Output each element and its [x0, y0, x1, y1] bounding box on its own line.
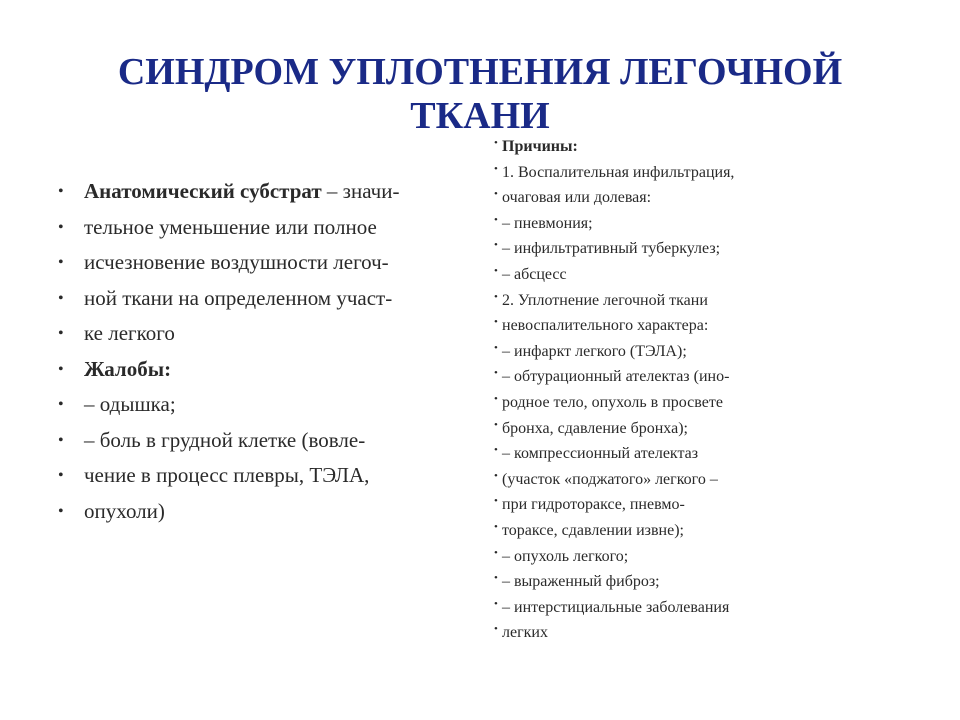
substrate-heading: Анатомический субстрат	[84, 179, 322, 203]
cause-text: – инфильтративный туберкулез;	[502, 240, 721, 258]
list-item	[58, 387, 478, 423]
bullet-icon: •	[494, 597, 498, 610]
cause-text: – обтурационный ателектаз (ино-	[502, 368, 730, 386]
bullet-icon: •	[58, 360, 64, 378]
slide-title	[60, 50, 900, 138]
list-item	[494, 467, 944, 493]
list-item	[494, 185, 944, 211]
left-text: ной ткани на определенном участ-	[84, 285, 393, 310]
list-item	[494, 518, 944, 544]
bullet-icon: •	[58, 431, 64, 449]
cause-text: – интерстициальные заболевания	[502, 598, 730, 616]
cause-text: – выраженный фиброз;	[502, 573, 660, 591]
list-item	[494, 262, 944, 288]
list-item	[58, 245, 478, 281]
bullet-icon: •	[494, 495, 498, 508]
cause-text: 2. Уплотнение легочной ткани	[502, 291, 708, 309]
bullet-icon: •	[494, 469, 498, 482]
left-text: чение в процесс плевры, ТЭЛА,	[84, 463, 370, 487]
right-causes-list	[494, 134, 944, 646]
cause-text: – инфаркт легкого (ТЭЛА);	[502, 342, 687, 360]
bullet-icon: •	[58, 467, 64, 484]
bullet-icon: •	[58, 396, 64, 413]
list-item	[58, 281, 478, 317]
list-item	[494, 569, 944, 595]
bullet-icon: •	[494, 316, 498, 329]
list-item	[494, 236, 944, 262]
list-item	[494, 544, 944, 570]
list-item	[494, 492, 944, 518]
causes-heading: Причины:	[502, 138, 578, 155]
bullet-icon: •	[494, 264, 498, 277]
bullet-icon: •	[494, 188, 498, 201]
bullet-icon: •	[494, 444, 498, 457]
bullet-icon: •	[494, 546, 498, 559]
list-item	[494, 211, 944, 237]
left-text: – одышка;	[84, 392, 176, 416]
list-item	[494, 620, 944, 646]
cause-text: очаговая или долевая:	[502, 189, 652, 207]
list-item	[494, 364, 944, 390]
cause-text: – пневмония;	[502, 214, 593, 232]
left-bullet-list	[58, 174, 478, 529]
bullet-icon: •	[58, 254, 64, 271]
list-item	[58, 316, 478, 352]
list-item	[58, 494, 478, 530]
cause-text: родное тело, опухоль в просвете	[502, 393, 723, 411]
bullet-icon: •	[494, 213, 498, 226]
left-text: – боль в грудной клетке (вовле-	[84, 427, 366, 452]
list-item	[58, 458, 478, 494]
complaints-heading: Жалобы:	[84, 356, 172, 381]
cause-text: – опухоль легкого;	[502, 547, 629, 565]
title-line-2: ТКАНИ	[410, 95, 550, 137]
bullet-icon: •	[494, 162, 498, 175]
cause-text: (участок «поджатого» легкого –	[502, 470, 718, 488]
list-item	[494, 288, 944, 314]
bullet-icon: •	[494, 137, 498, 149]
list-item	[494, 313, 944, 339]
left-text: ке легкого	[84, 321, 175, 345]
list-item	[58, 210, 478, 246]
list-item	[494, 441, 944, 467]
bullet-icon: •	[58, 218, 64, 236]
cause-text: – абсцесс	[502, 265, 567, 283]
list-item	[494, 595, 944, 621]
bullet-icon: •	[58, 502, 64, 520]
bullet-icon: •	[494, 367, 498, 380]
cause-text: легких	[502, 624, 548, 642]
list-item	[494, 339, 944, 365]
title-line-1: СИНДРОМ УПЛОТНЕНИЯ ЛЕГОЧНОЙ	[117, 51, 843, 93]
left-text: исчезновение воздушности легоч-	[84, 250, 389, 274]
cause-text: 1. Воспалительная инфильтрация,	[502, 163, 735, 181]
list-item	[494, 390, 944, 416]
bullet-icon: •	[494, 239, 498, 252]
cause-text: при гидротораксе, пневмо-	[502, 496, 685, 514]
left-text: опухоли)	[84, 498, 165, 523]
list-item	[494, 134, 944, 160]
cause-text: тораксе, сдавлении извне);	[502, 521, 684, 539]
bullet-icon: •	[58, 183, 64, 200]
bullet-icon: •	[494, 341, 498, 354]
bullet-icon: •	[494, 290, 498, 303]
bullet-icon: •	[494, 572, 498, 585]
list-item	[494, 416, 944, 442]
left-text: тельное уменьшение или полное	[84, 214, 377, 239]
cause-text: невоспалительного характера:	[502, 317, 709, 335]
list-item	[58, 174, 478, 210]
cause-text: – компрессионный ателектаз	[502, 445, 699, 463]
bullet-icon: •	[58, 289, 64, 307]
cause-text: бронха, сдавление бронха);	[502, 419, 688, 437]
bullet-icon: •	[494, 623, 498, 636]
bullet-icon: •	[494, 418, 498, 431]
list-item	[494, 160, 944, 186]
bullet-icon: •	[494, 520, 498, 533]
bullet-icon: •	[58, 325, 64, 342]
substrate-text: – значи-	[321, 179, 400, 203]
bullet-icon: •	[494, 392, 498, 405]
list-item	[58, 352, 478, 388]
list-item	[58, 423, 478, 459]
